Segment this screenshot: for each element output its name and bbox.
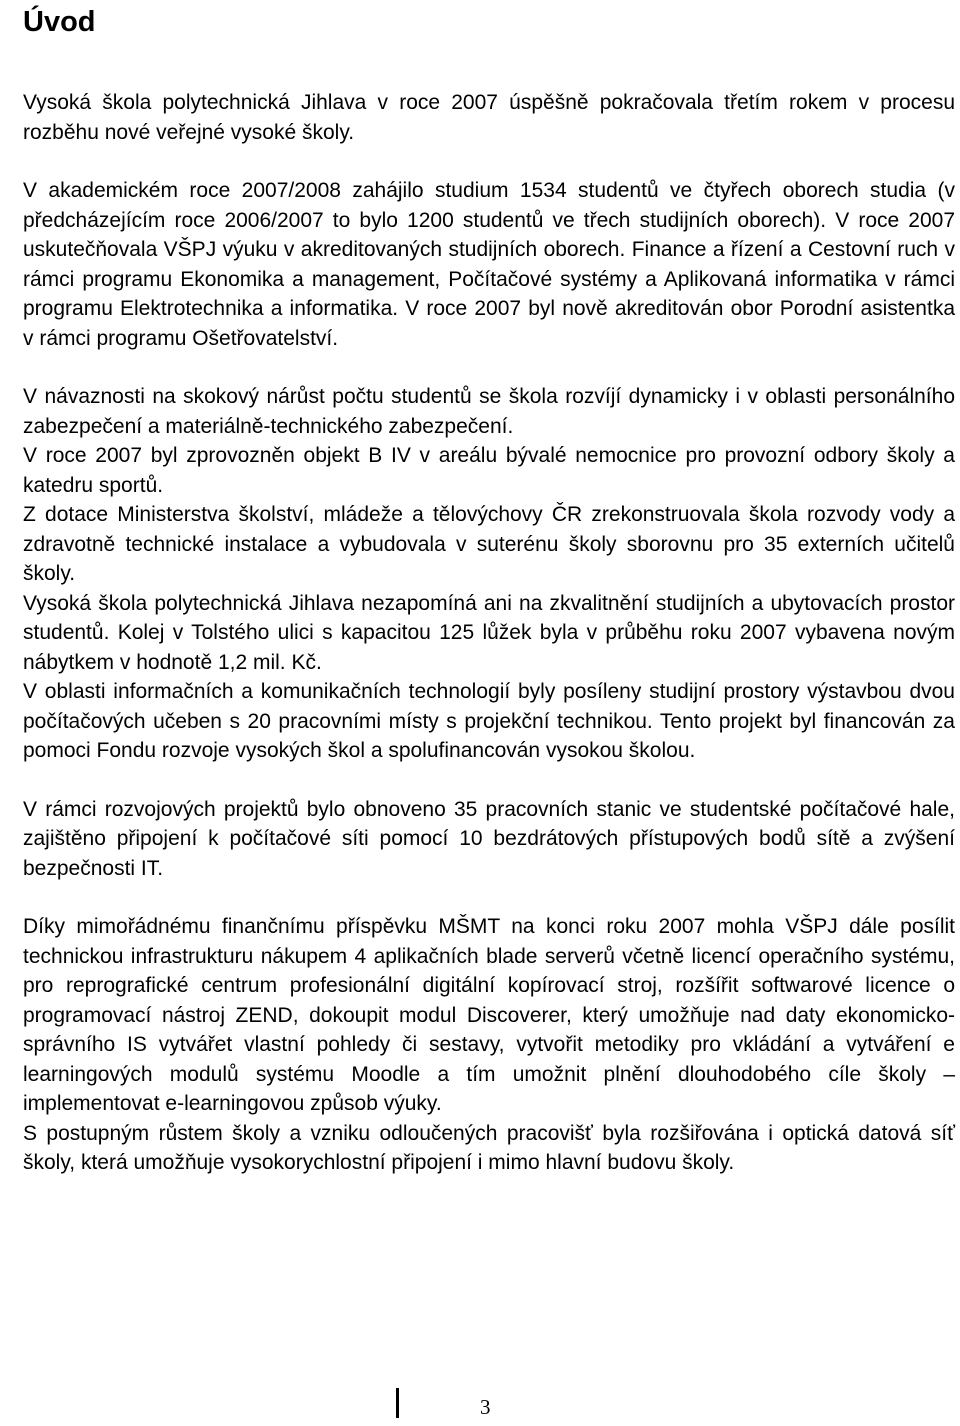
paragraph-students: V akademickém roce 2007/2008 zahájilo studium 1534 studentů ve čtyřech oborech studia (v předcházejícím roce 2006/2007 to bylo 1200 studentů ve třech studijních oborech). V roce 2007 uskutečňovala VŠPJ výuku v akreditovaných studijních oborech. Finance a řízení a Cestovní ruch v rámci programu Ekonomika a management, Počítačové systémy a Aplikovaná informatika v rámci programu Elektrotechnika a informatika. V roce 2007 byl nově akreditován obor Porodní asistentka v rámci programu Ošetřovatelství. <box>23 179 955 350</box>
footer-divider <box>396 1388 399 1418</box>
paragraph-personnel: V návaznosti na skokový nárůst počtu studentů se škola rozvíjí dynamicky i v oblasti personálního zabezpečení a materiálně-technického zabezpečení. <box>23 385 955 438</box>
paragraph-dormitory: Vysoká škola polytechnická Jihlava nezapomíná ani na zkvalitnění studijních a ubytovacích prostor studentů. Kolej v Tolstého ulici s kapacitou 125 lůžek byla v průběhu roku 2007 vybavena novým nábytkem v hodnotě 1,2 mil. Kč. <box>23 591 955 674</box>
paragraph-infrastructure: Díky mimořádnému finančnímu příspěvku MŠMT na konci roku 2007 mohla VŠPJ dále posílit technickou infrastrukturu nákupem 4 aplikačních blade serverů včetně licencí operačního systému, pro reprografické centrum profesionální digitální kopírovací stroj, rozšířit softwarové licence o programovací nástroj ZEND, dokoupit modul Discoverer, který umožňuje nad daty ekonomicko-správního IS vytvářet vlastní pohledy či sestavy, vytvořit metodiky pro vkládání a vytváření e learningových modulů systému Moodle a tím umožnit plnění dlouhodobého cíle školy – implementovat e-learningovou způsob výuky. <box>23 915 955 1115</box>
page-number: 3 <box>480 1395 491 1419</box>
paragraph-ict: V oblasti informačních a komunikačních technologií byly posíleny studijní prostory výstavbou dvou počítačových učeben s 20 pracovními místy s projekční technikou. Tento projekt byl financován za pomoci Fondu rozvoje vysokých škol a spolufinancován vysokou školou. <box>23 680 955 762</box>
paragraph-reconstruction: Z dotace Ministerstva školství, mládeže a tělovýchovy ČR zrekonstruovala škola rozvody vody a zdravotně technické instalace a vybudovala v suterénu školy sborovnu pro 35 externích učitelů školy. <box>23 503 955 585</box>
paragraph-intro: Vysoká škola polytechnická Jihlava v roce 2007 úspěšně pokračovala třetím rokem v procesu rozběhu nové veřejné vysoké školy. <box>23 91 955 144</box>
paragraph-development-projects: V rámci rozvojových projektů bylo obnoveno 35 pracovních stanic ve studentské počítačové hale, zajištěno připojení k počítačové síti pomocí 10 bezdrátových přístupových bodů sítě a zvýšení bezpečnosti IT. <box>23 797 955 880</box>
page-title: Úvod <box>23 6 96 38</box>
paragraph-building: V roce 2007 byl zprovozněn objekt B IV v areálu bývalé nemocnice pro provozní odbory školy a katedru sportů. <box>23 444 955 497</box>
document-page <box>23 0 955 1178</box>
paragraph-network: S postupným růstem školy a vzniku odloučených pracovišť byla rozšiřována i optická datová síť školy, která umožňuje vysokorychlostní připojení i mimo hlavní budovu školy. <box>23 1121 955 1174</box>
